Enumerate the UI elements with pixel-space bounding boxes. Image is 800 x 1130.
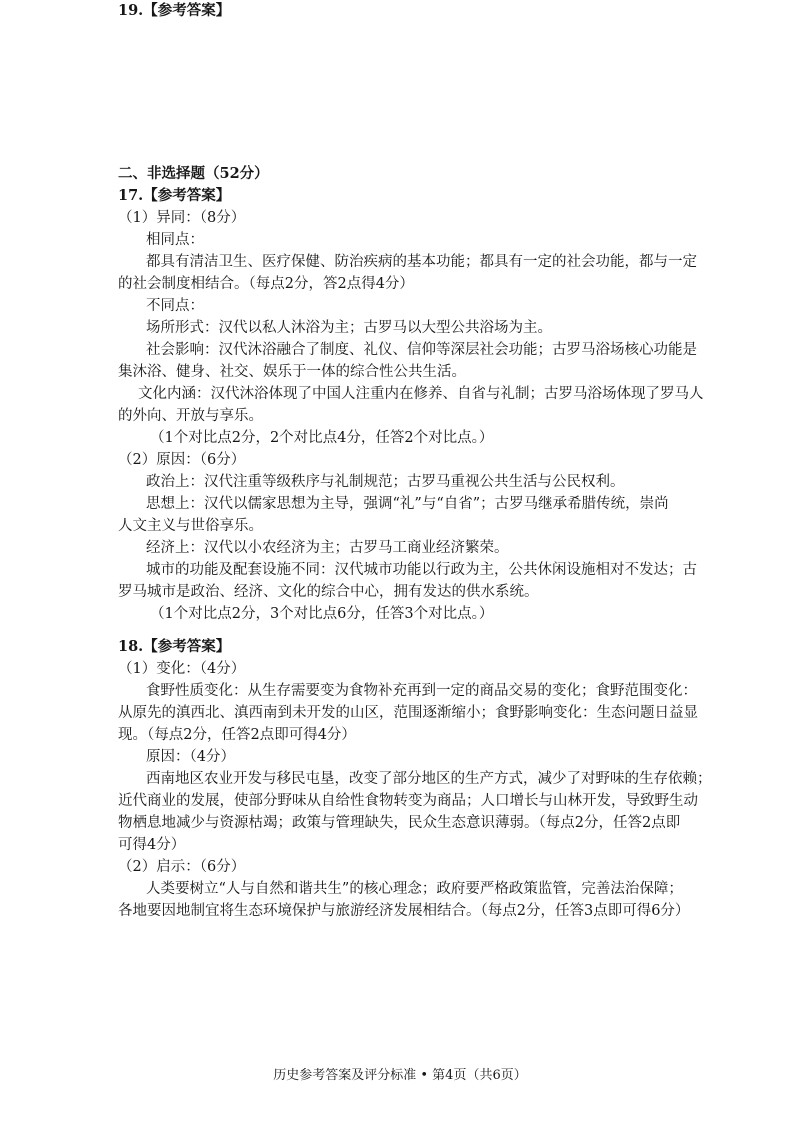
page-footer: 历史参考答案及评分标准 • 第4页（共6页） bbox=[273, 1068, 527, 1083]
q18-line: 从原先的滇西北、滇西南到未开发的山区，范围逐渐缩小；食野影响变化：生态问题日益显 bbox=[118, 705, 698, 721]
q17-line: 城市的功能及配套设施不同：汉代城市功能以行政为主，公共休闲设施相对不发达；古 bbox=[146, 562, 697, 578]
q19-heading: 19.【参考答案】 bbox=[118, 2, 231, 19]
q17-line: 经济上：汉代以小农经济为主；古罗马工商业经济繁荣。 bbox=[146, 540, 509, 556]
q17-line: 集沐浴、健身、社交、娱乐于一体的综合性公共生活。 bbox=[118, 364, 466, 380]
q18-line: 人类要树立“人与自然和谐共生”的核心理念；政府要严格政策监管，完善法治保障； bbox=[146, 881, 683, 897]
q17-line: 思想上：汉代以儒家思想为主导，强调“礼”与“自省”；古罗马继承希腊传统，崇尚 bbox=[146, 496, 669, 512]
q18-line: 食野性质变化：从生存需要变为食物补充再到一定的商品交易的变化；食野范围变化： bbox=[146, 683, 697, 699]
q17-line: 社会影响：汉代沐浴融合了制度、礼仪、信仰等深层社会功能；古罗马浴场核心功能是 bbox=[146, 342, 697, 358]
q18-line: 现。（每点2分，任答2点即可得4分） bbox=[118, 727, 356, 743]
q18-line: 近代商业的发展，使部分野味从自给性食物转变为商品；人口增长与山林开发，导致野生动 bbox=[118, 793, 698, 809]
q18-line: 原因：（4分） bbox=[146, 749, 235, 765]
q17-line: 不同点： bbox=[146, 298, 204, 314]
q17-line: 场所形式：汉代以私人沐浴为主；古罗马以大型公共浴场为主。 bbox=[146, 320, 552, 336]
q17-line: （1个对比点2分，2个对比点4分，任答2个对比点。） bbox=[150, 430, 494, 446]
q17-heading: 17.【参考答案】 bbox=[118, 187, 231, 204]
q17-line: 罗马城市是政治、经济、文化的综合中心，拥有发达的供水系统。 bbox=[118, 584, 539, 600]
q18-line: 各地要因地制宜将生态环境保护与旅游经济发展相结合。（每点2分，任答3点即可得6分） bbox=[118, 903, 690, 919]
q17-line: 相同点： bbox=[146, 232, 204, 248]
q18-line: （1）变化：（4分） bbox=[118, 661, 246, 677]
q17-line: 的社会制度相结合。（每点2分，答2点得4分） bbox=[118, 276, 414, 292]
q18-line: 物栖息地减少与资源枯竭；政策与管理缺失，民众生态意识薄弱。（每点2分，任答2点即 bbox=[118, 815, 681, 831]
q18-line: 可得4分） bbox=[118, 837, 186, 853]
section-title: 二、非选择题（52分） bbox=[118, 165, 269, 182]
q17-line: 人文主义与世俗享乐。 bbox=[118, 518, 263, 534]
q17-line: （1）异同：（8分） bbox=[118, 210, 246, 226]
q17-line: 都具有清洁卫生、医疗保健、防治疾病的基本功能；都具有一定的社会功能，都与一定 bbox=[146, 254, 697, 270]
q18-heading: 18.【参考答案】 bbox=[118, 638, 231, 655]
q17-line: 的外向、开放与享乐。 bbox=[118, 408, 263, 424]
q17-line: （1个对比点2分，3个对比点6分，任答3个对比点。） bbox=[150, 606, 494, 622]
q17-line: 文化内涵：汉代沐浴体现了中国人注重内在修养、自省与礼制；古罗马浴场体现了罗马人 bbox=[138, 386, 704, 402]
q17-line: 政治上：汉代注重等级秩序与礼制规范；古罗马重视公共生活与公民权利。 bbox=[146, 474, 625, 490]
q18-line: （2）启示：（6分） bbox=[118, 859, 246, 875]
q17-line: （2）原因：（6分） bbox=[118, 452, 246, 468]
q18-line: 西南地区农业开发与移民屯垦，改变了部分地区的生产方式，减少了对野味的生存依赖； bbox=[146, 771, 712, 787]
